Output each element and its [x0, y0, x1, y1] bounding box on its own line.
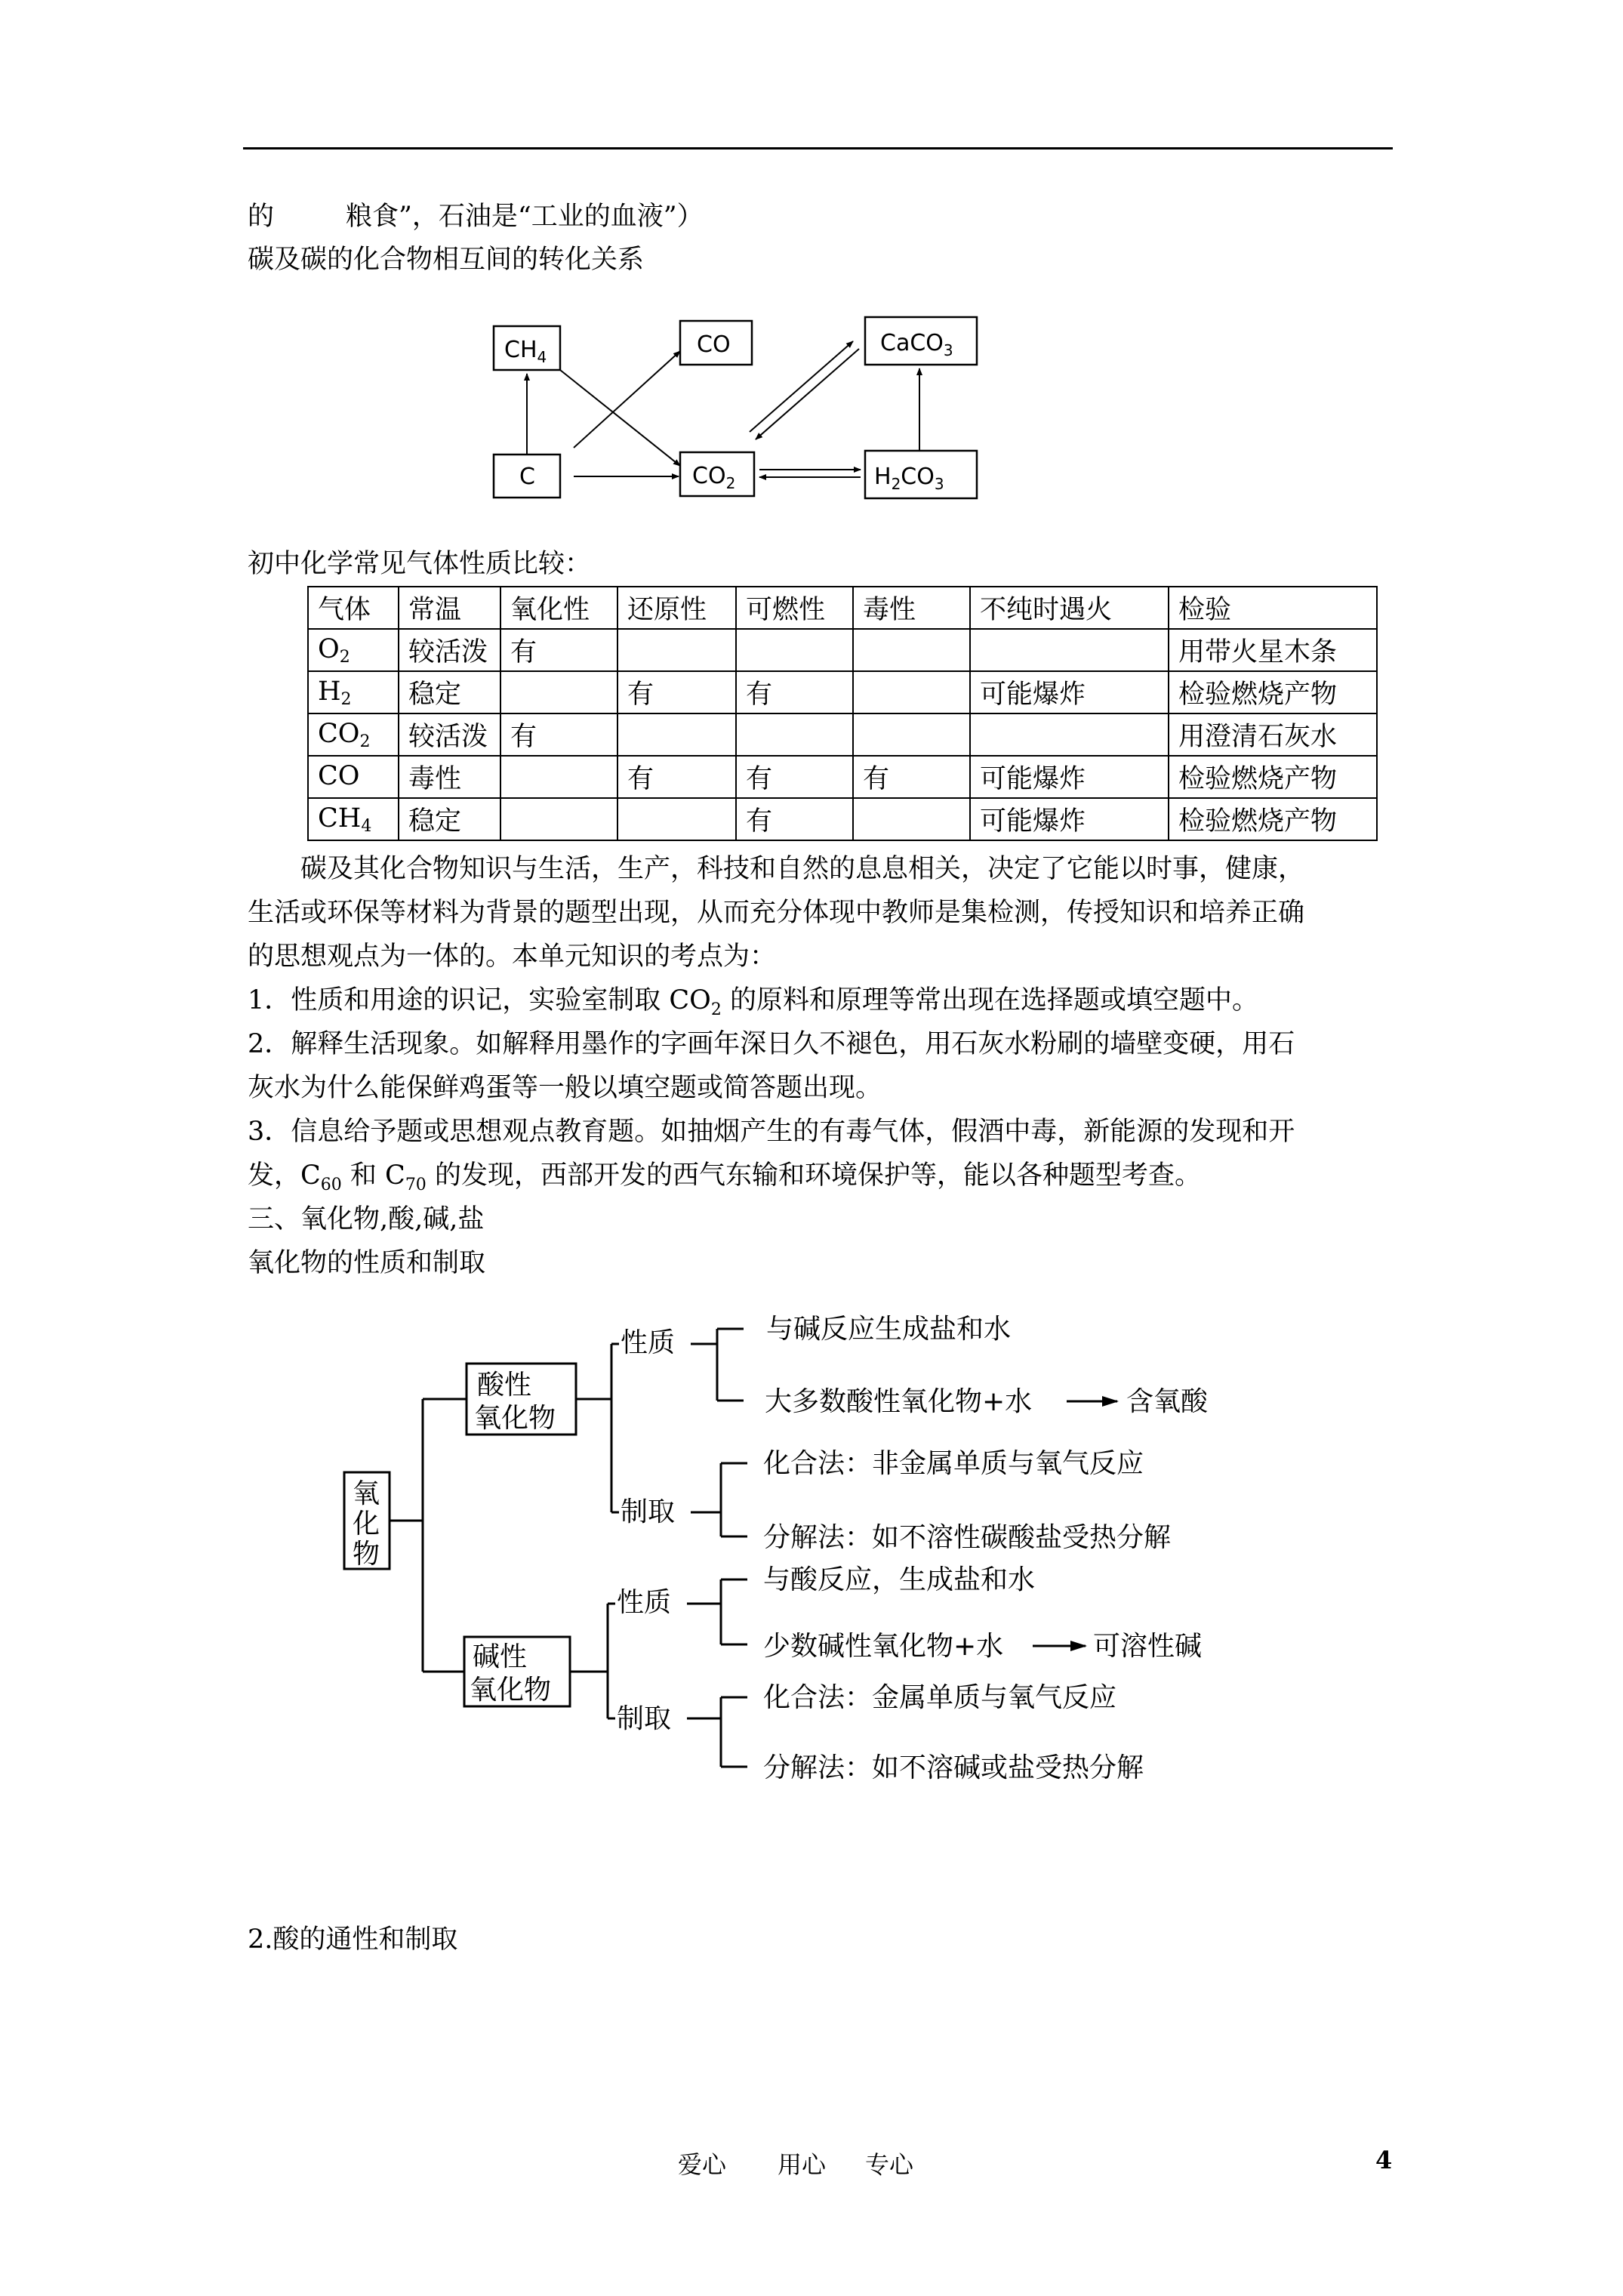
table-cell: 稳定 [399, 798, 500, 840]
paragraph-line: 的思想观点为一体的。本单元知识的考点为： [248, 942, 777, 972]
table-cell [853, 713, 970, 756]
acid-prop-label: 性质 [621, 1327, 676, 1358]
table-cell: 检验燃烧产物 [1169, 756, 1377, 798]
table-cell: 有 [736, 756, 853, 798]
base-prop-1: 与酸反应，生成盐和水 [763, 1564, 1036, 1595]
arrow-ch4-to-co2 [560, 370, 680, 466]
base-prep-2: 分解法：如不溶碱或盐受热分解 [763, 1752, 1144, 1783]
basic-label: 碱性 [473, 1641, 528, 1672]
table-cell: 有 [853, 756, 970, 798]
table-cell: 有 [500, 629, 617, 671]
root-char: 氧 [353, 1478, 380, 1509]
table-cell [617, 629, 736, 671]
point-2-line2: 灰水为什么能保鲜鸡蛋等一般以填空题或简答题出现。 [248, 1073, 882, 1103]
table-cell: 稳定 [399, 671, 500, 713]
table-header-row [308, 587, 1377, 629]
table-cell [736, 713, 853, 756]
table-cell: 可能爆炸 [970, 671, 1169, 713]
node-co2: $CO_2$ [692, 463, 736, 492]
footer-text-3: 专心 [865, 2150, 914, 2179]
table-header: 可燃性 [736, 587, 853, 629]
table-header: 不纯时遇火 [970, 587, 1169, 629]
node-co: CO [697, 331, 731, 358]
node-c: C [519, 464, 535, 490]
arrow-c-to-co [574, 351, 680, 448]
section-3-heading: 三、氧化物,酸,碱,盐 [248, 1204, 485, 1234]
point-3-line2: 发，$C_{60}$ 和 $C_{70}$ 的发现，西部开发的西气东输和环境保护等，能以各种题型考查。 [248, 1160, 1201, 1194]
gas-cell: $CO_2$ [308, 713, 399, 756]
table-row [308, 756, 1377, 798]
acid-prep-1: 化合法：非金属单质与氧气反应 [763, 1448, 1144, 1479]
footer-text-1: 爱心 [678, 2150, 727, 2179]
acid-prep-2: 分解法：如不溶性碳酸盐受热分解 [763, 1522, 1172, 1553]
table-cell: 有 [617, 756, 736, 798]
table-header: 毒性 [853, 587, 970, 629]
carbon-section-title: 碳及碳的化合物相互间的转化关系 [248, 245, 645, 275]
paragraph-line: 碳及其化合物知识与生活，生产，科技和自然的息息相关，决定了它能以时事，健康， [300, 854, 1305, 884]
footer-text-2: 用心 [778, 2150, 827, 2179]
table-cell [617, 798, 736, 840]
table-cell: 用澄清石灰水 [1169, 713, 1377, 756]
top-line-part1: 的 [248, 202, 275, 232]
header-rule [243, 147, 1393, 149]
table-row [308, 798, 1377, 840]
table-cell [853, 629, 970, 671]
oxide-tree-diagram [332, 1306, 1283, 1820]
arrow-caco3-to-co2 [756, 349, 859, 439]
top-line-part2: 粮食”，石油是“工业的血液”） [346, 202, 704, 232]
table-row [308, 629, 1377, 671]
table-cell: 有 [736, 671, 853, 713]
table-cell: 可能爆炸 [970, 756, 1169, 798]
table-row [308, 671, 1377, 713]
acid-section-title: 2.酸的通性和制取 [248, 1925, 458, 1955]
table-cell: 有 [736, 798, 853, 840]
base-prep-1: 化合法：金属单质与氧气反应 [763, 1682, 1117, 1713]
gas-cell: $H_2$ [308, 671, 399, 713]
acid-prop-2b: 含氧酸 [1126, 1386, 1209, 1417]
gas-cell: $CH_4$ [308, 798, 399, 840]
table-header: 还原性 [617, 587, 736, 629]
table-cell [970, 713, 1169, 756]
acid-prop-1: 与碱反应生成盐和水 [766, 1314, 1012, 1345]
paragraph-line: 生活或环保等材料为背景的题型出现，从而充分体现中教师是集检测，传授知识和培养正确 [248, 898, 1305, 928]
node-ch4: $CH_4$ [504, 337, 547, 366]
acidic-label: 酸性 [477, 1370, 532, 1401]
table-cell: 检验燃烧产物 [1169, 798, 1377, 840]
acid-prep-label: 制取 [621, 1496, 676, 1527]
table-cell [617, 713, 736, 756]
table-cell: 较活泼 [399, 713, 500, 756]
table-row [308, 713, 1377, 756]
gas-cell: $O_2$ [308, 629, 399, 671]
table-cell [853, 671, 970, 713]
point-3-line1: 3．信息给予题或思想观点教育题。如抽烟产生的有毒气体，假酒中毒，新能源的发现和开 [248, 1117, 1295, 1147]
gas-table-title: 初中化学常见气体性质比较： [248, 549, 592, 579]
table-cell: 检验燃烧产物 [1169, 671, 1377, 713]
gas-comparison-table [307, 586, 1378, 841]
acidic-label: 氧化物 [474, 1403, 556, 1434]
table-header: 气体 [308, 587, 399, 629]
basic-label: 氧化物 [470, 1675, 552, 1706]
base-prep-label: 制取 [617, 1703, 672, 1734]
table-header: 氧化性 [500, 587, 617, 629]
table-cell [500, 671, 617, 713]
node-h2co3: $H_2CO_3$ [874, 464, 944, 493]
table-cell [970, 629, 1169, 671]
table-cell: 毒性 [399, 756, 500, 798]
table-cell: 有 [500, 713, 617, 756]
root-char: 物 [353, 1539, 380, 1570]
point-2-line1: 2．解释生活现象。如解释用墨作的字画年深日久不褪色，用石灰水粉刷的墙壁变硬，用石 [248, 1029, 1295, 1059]
carbon-conversion-diagram [483, 306, 996, 517]
base-prop-2b: 可溶性碱 [1093, 1631, 1203, 1662]
table-cell: 用带火星木条 [1169, 629, 1377, 671]
base-prop-label: 性质 [617, 1587, 672, 1618]
table-cell: 较活泼 [399, 629, 500, 671]
table-cell [853, 798, 970, 840]
table-cell [736, 629, 853, 671]
oxide-section-title: 氧化物的性质和制取 [248, 1248, 486, 1278]
table-cell: 有 [617, 671, 736, 713]
base-prop-2a: 少数碱性氧化物+水 [763, 1631, 1004, 1662]
point-1: 1．性质和用途的识记，实验室制取 $CO_2$ 的原料和原理等常出现在选择题或填空题中。 [248, 985, 1259, 1019]
table-cell: 可能爆炸 [970, 798, 1169, 840]
root-char: 化 [353, 1509, 380, 1539]
table-header: 检验 [1169, 587, 1377, 629]
arrow-co2-to-caco3 [750, 341, 853, 432]
table-header: 常温 [399, 587, 500, 629]
table-cell [500, 798, 617, 840]
gas-cell: CO [308, 756, 399, 798]
node-caco3: CaCO$_3$ [880, 330, 953, 359]
table-cell [500, 756, 617, 798]
page-number: 4 [1375, 2146, 1393, 2174]
acid-prop-2a: 大多数酸性氧化物+水 [765, 1386, 1033, 1417]
